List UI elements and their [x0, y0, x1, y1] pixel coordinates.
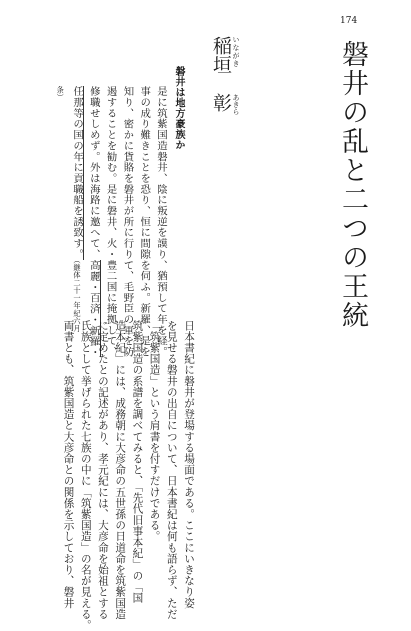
- author-ruby-surname: いながき: [232, 36, 240, 68]
- page-number: 174: [340, 16, 358, 26]
- body-line: 氏族として挙げられた七族の中に「筑紫国造」の名が見える。: [79, 320, 92, 631]
- body-line: に定めたとの記述があり、孝元紀には、大彦命を始祖とする: [96, 320, 109, 620]
- author-name: 稲垣 彰: [210, 36, 232, 112]
- body-line: 筑紫国造の系譜を調べてみると、「先代旧事本紀」の「国: [131, 320, 144, 604]
- body-line: を見せる磐井の出自について、日本書紀は何も語らず、ただ: [165, 320, 178, 620]
- quote-underlined-countries: 高麗・百済・新羅・: [87, 259, 100, 358]
- quote-line-head: 修職せしめず。外は海路に邀へて、: [87, 86, 100, 260]
- quote-line: 知り、密かに貨賂を磐井が所に行りて、毛野臣の軍を防: [121, 86, 134, 358]
- quote-source-note: （継体二十一年紀六月: [73, 259, 83, 333]
- body-line: 造本紀」には、成務朝に大彦命の五世孫の日道命を筑紫国造: [114, 320, 127, 620]
- body-text: [55, 320, 197, 631]
- body-line: 日本書紀に磐井が登場する場面である。ここにいきなり姿: [183, 320, 195, 609]
- quote-line: 事の成り難きことを恐り、恒に間隙を伺ふ。新羅、是を: [138, 86, 151, 358]
- quote-line: 遏することを勧む。是に磐井、火・豊二国に掩拠して、: [104, 86, 117, 358]
- quoted-passage: [51, 86, 169, 358]
- section-heading: 磐井は地方豪族か: [173, 66, 184, 150]
- quote-line: 条）: [56, 86, 66, 102]
- quote-line: [85, 86, 102, 358]
- quote-line: 是に筑紫国造磐井、陰に叛逆を謨り、猶預して年を経。: [155, 86, 167, 358]
- quote-line: [68, 86, 85, 333]
- body-line: 「筑紫国造」という肩書を付すだけである。: [148, 320, 161, 542]
- body-line: 両書とも、筑紫国造と大彦命との関係を示しており、磐井: [62, 320, 75, 609]
- page-title: 磐井の乱と二つの王統: [337, 40, 368, 330]
- author-ruby-given: あきら: [232, 94, 240, 115]
- quote-line-underlined: 任那等の国の年に貢職船を誘致す。: [71, 86, 84, 260]
